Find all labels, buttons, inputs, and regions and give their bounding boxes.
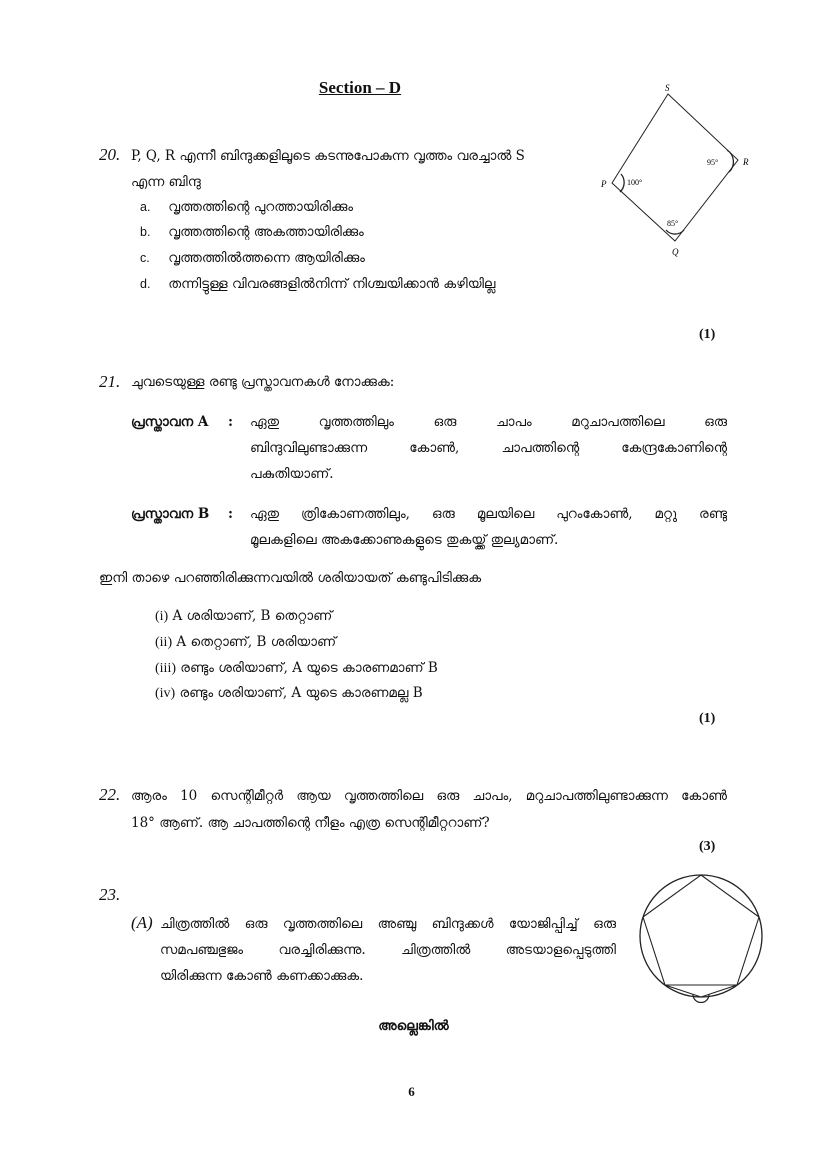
section-title: Section – D [318,78,402,97]
statement-b-line1: ഏതു ത്രികോണത്തിലും, ഒരു മൂലയിലെ പുറംകോൺ, മറ്റു രണ്ടു [250,506,727,522]
label-r: R [743,157,749,167]
q23-line2: സമപഞ്ചഭുജം വരച്ചിരിക്കുന്നു. ചിത്രത്തിൽ അടയാളപ്പെടുത്തി [160,942,616,958]
label-q: Q [672,247,679,257]
q21-option-num: (iii) [155,661,176,676]
q22-marks: (3) [699,839,716,854]
q21-option-i [155,603,332,630]
q22-line2: 18° ആണ്. ആ ചാപത്തിന്റെ നീളം എത്ര സെന്റിമീറ്ററാണ്? [131,815,490,831]
q20-option-text: വൃത്തത്തിന്റെ പുറത്തായിരിക്കും [168,199,354,215]
label-s: S [665,83,670,93]
q20-number: 20. [99,145,121,164]
q20-option-c [140,245,365,271]
statement-a-line2: ബിന്ദുവിലുണ്ടാക്കുന്ന കോൺ, ചാപത്തിന്റെ കേന്ദ്രകോണിന്റെ [250,440,727,456]
q20-line2: എന്ന ബിന്ദു [131,174,201,190]
statement-a-colon: : [228,414,233,430]
angle-p-value: 100° [627,178,643,187]
q21-option-text: A ശരിയാണ്, B തെറ്റാണ് [172,608,333,624]
or-divider: അല്ലെങ്കിൽ [378,1018,449,1034]
q21-option-num: (i) [155,609,169,624]
q21-option-ii [155,629,336,656]
circumcircle [640,875,762,997]
statement-b-colon: : [228,506,233,522]
page-number: 6 [408,1084,415,1099]
q20-option-text: വൃത്തത്തിൽത്തന്നെ ആയിരിക്കും [168,250,365,266]
q23-part-label: (A) [131,913,153,932]
q22-number: 22. [99,785,121,804]
chord-right [701,985,737,997]
q22-line1: ആരം 10 സെന്റിമീറ്റർ ആയ വൃത്തത്തിലെ ഒരു ചാപം, മറുചാപത്തിലുണ്ടാക്കുന്ന കോൺ [131,788,727,804]
q21-option-num: (iv) [155,686,176,701]
q21-option-text: രണ്ടും ശരിയാണ്, A യുടെ കാരണമല്ല B [179,685,423,701]
q21-intro: ചുവടെയുള്ള രണ്ടു പ്രസ്താവനകൾ നോക്കുക: [131,374,395,390]
q23-number: 23. [99,885,121,904]
statement-b-label: പ്രസ്താവന B [131,506,210,522]
angle-q-value: 85° [667,219,679,228]
q20-option-letter: a. [140,200,151,214]
q20-option-d [140,271,495,297]
marked-angle-arc [693,995,709,1003]
q23-pentagon-figure [633,873,769,1003]
statement-a-line3: പകുതിയാണ്. [250,466,334,482]
q23-line3: യിരിക്കുന്ന കോൺ കണക്കാക്കുക. [160,968,364,984]
q20-option-b [140,219,364,245]
angle-arc-p [620,174,624,192]
q21-option-iii [155,655,438,682]
chord-left [665,985,701,997]
statement-a-label: പ്രസ്താവന A [131,414,209,430]
q20-option-letter: d. [140,277,151,291]
q20-option-text: വൃത്തത്തിന്റെ അകത്തായിരിക്കും [168,224,364,240]
q20-line1: P, Q, R എന്നീ ബിന്ദുക്കളിലൂടെ കടന്നുപോകുന്ന വൃത്തം വരച്ചാൽ S [131,148,525,164]
q21-question: ഇനി താഴെ പറഞ്ഞിരിക്കുന്നവയിൽ ശരിയായത് കണ്ടുപിടിക്കുക [99,570,482,586]
q20-option-a [140,194,353,220]
pentagon-shape [643,875,759,985]
q21-option-iv [155,680,423,707]
label-p: P [601,179,607,189]
q20-option-text: തന്നിട്ടുള്ള വിവരങ്ങളിൽനിന്ന് നിശ്ചയിക്കാൻ കഴിയില്ല [168,276,496,292]
q20-option-letter: b. [140,225,151,239]
q20-marks: (1) [699,327,716,342]
statement-b-line2: മൂലകളിലെ അകക്കോണുകളുടെ തുകയ്ക്ക് തുല്യമാണ്. [250,532,559,548]
q23-line1: ചിത്രത്തിൽ ഒരു വൃത്തത്തിലെ അഞ്ചു ബിന്ദുക്കൾ യോജിപ്പിച്ച് ഒരു [160,916,616,932]
q21-number: 21. [99,372,121,391]
statement-a-line1: ഏതു വൃത്തത്തിലും ഒരു ചാപം മറുചാപത്തിലെ ഒരു [250,414,727,430]
q21-option-text: രണ്ടും ശരിയാണ്, A യുടെ കാരണമാണ് B [180,660,438,676]
q21-option-text: A തെറ്റാണ്, B ശരിയാണ് [176,634,337,650]
q20-option-letter: c. [140,251,150,265]
angle-r-value: 95° [707,158,719,167]
q21-option-num: (ii) [155,635,173,650]
angle-arc-r [727,150,733,172]
q21-marks: (1) [699,711,716,726]
q20-quadrilateral-figure [595,80,765,260]
